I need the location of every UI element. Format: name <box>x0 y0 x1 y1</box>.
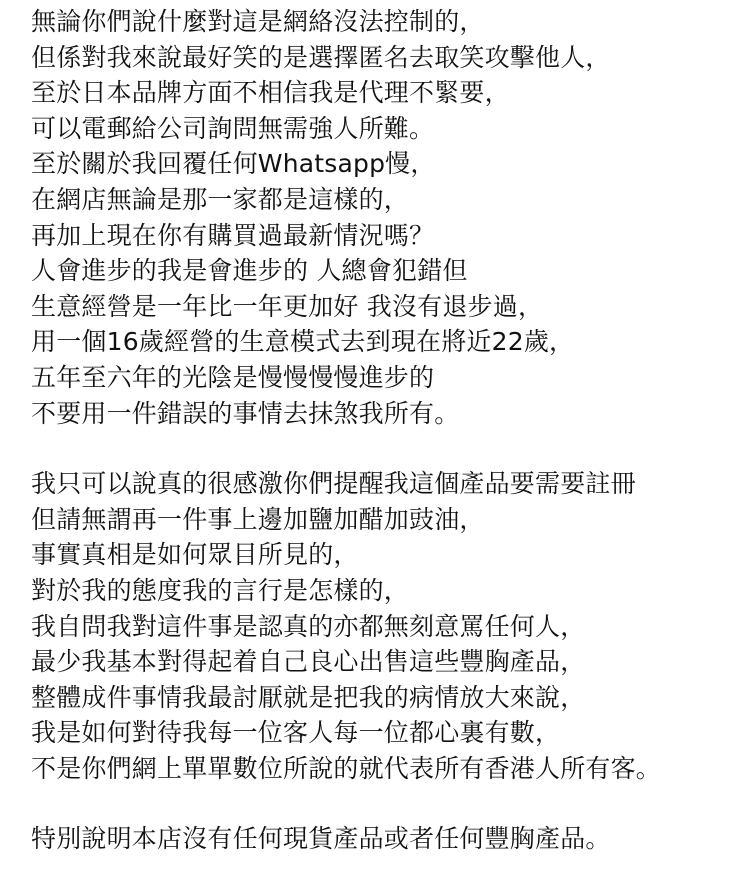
text-line: 再加上現在你有購買過最新情況嗎？ <box>31 220 435 250</box>
post-body <box>31 0 721 857</box>
text-line: 整體成件事情我最討厭就是把我的病情放大來說， <box>31 682 586 712</box>
text-line: 無論你們說什麼對這是網絡沒法控制的， <box>31 7 485 36</box>
text-line: 我是如何對待我每一位客人每一位都心裏有數， <box>31 718 561 748</box>
text-line: 我自問我對這件事是認真的亦都無刻意罵任何人， <box>31 611 586 641</box>
text-line: 最少我基本對得起着自己良心出售這些豐胸產品， <box>31 647 586 677</box>
text-line: 生意經營是一年比一年更加好 我沒有退步過， <box>31 291 544 321</box>
text-line: 可以電郵給公司詢問無需強人所難。 <box>31 113 435 143</box>
text-line: 不要用一件錯誤的事情去抹煞我所有。 <box>31 398 460 428</box>
text-line: 五年至六年的光陰是慢慢慢慢進步的 <box>31 362 435 392</box>
text-line: 事實真相是如何眾目所見的， <box>31 540 359 570</box>
text-line: 在網店無論是那一家都是這樣的， <box>31 184 410 214</box>
text-line: 對於我的態度我的言行是怎樣的， <box>31 575 410 605</box>
paragraph-1 <box>31 4 721 431</box>
text-line: 但請無謂再一件事上邊加鹽加醋加豉油， <box>31 504 485 534</box>
text-line: 至於日本品牌方面不相信我是代理不緊要， <box>31 78 510 108</box>
paragraph-2 <box>31 466 721 786</box>
text-line: 不是你們網上單單數位所說的就代表所有香港人所有客。 <box>31 753 662 783</box>
text-line: 但係對我來說最好笑的是選擇匿名去取笑攻擊他人， <box>31 42 611 72</box>
text-line: 人會進步的我是會進步的 人總會犯錯但 <box>31 256 468 286</box>
text-line: 用一個16歲經營的生意模式去到現在將近22歲， <box>31 327 575 357</box>
text-line: 至於關於我回覆任何Whatsapp慢， <box>31 149 436 179</box>
text-line: 特別說明本店沒有任何現貨產品或者任何豐胸產品。 <box>31 824 611 854</box>
text-line: 我只可以說真的很感激你們提醒我這個產品要需要註冊 <box>31 469 636 499</box>
paragraph-3 <box>31 821 721 857</box>
